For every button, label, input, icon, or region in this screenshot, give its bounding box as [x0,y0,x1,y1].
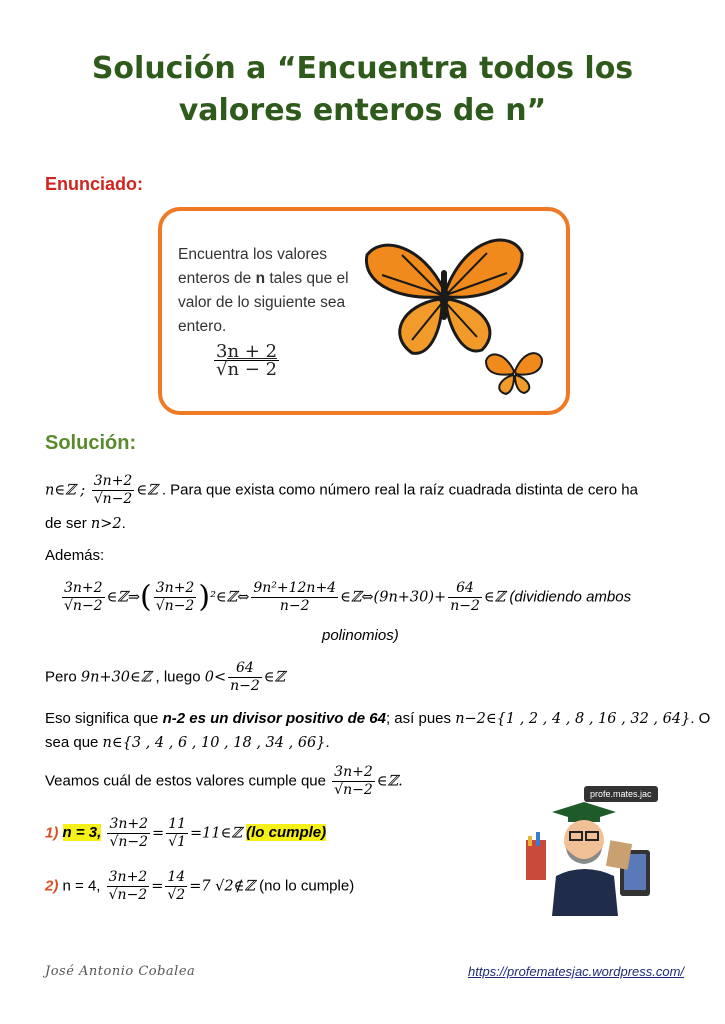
line-divisores: Eso significa que n-2 es un divisor positivo de 64; así pues n−2∈{1 , 2 , 4 , 8 , 16 , 32 , 64}. O [45,710,711,727]
case-n4: 2) n = 4, $\frac{3n+2}{√n-2}$ = $\frac{14}{√2}$ =7 √2∉ℤ (no lo cumple) [45,869,355,903]
statement-text: Encuentra los valores enteros de n tales que el valor de lo siguiente sea entero. [178,246,349,335]
footer-author: José Antonio Cobalea [45,964,196,979]
footer-link[interactable]: https://profematesjac.wordpress.com/ [468,964,685,979]
note-polinomios: polinomios) [322,627,399,644]
avatar-illustration-icon [522,800,662,916]
line-pero: Pero 9n+30∈ℤ , luego 0< $\frac{64}{n-2}$ ∈ℤ [45,660,286,694]
teacher-avatar [522,786,662,916]
butterfly-small-icon [484,346,544,396]
enunciado-label: Enunciado: [45,174,143,194]
avatar-sign: profe.mates.jac [584,786,658,802]
line-equivalence: $\frac{3n+2}{√n-2}$ ∈ℤ⇒( $\frac{3n+2}{√n-2}$ )²∈ℤ⇔ $\frac{\text{9n²+12n+4}}{n-2}$ ∈ℤ⇔(9n+30)+ $\frac{64}{n-2}$ ∈ℤ (dividiendo ambos [64,579,632,615]
page-title: Solución a “Encuentra todos los valores enteros de n” [91,51,634,128]
line-veamos: Veamos cuál de estos valores cumple que $\frac{3n+2}{√n-2}$ ∈ℤ. [45,764,403,798]
line-domain-2: de ser n>2. [45,515,126,532]
line-domain: n∈ℤ ; $\frac{3n+2}{√n-2}$ ∈ℤ . Para que exista como número real la raíz cuadrada distinta de cero ha [45,473,638,507]
solucion-label: Solución: [45,432,137,454]
ademas-label: Además: [45,547,105,564]
butterfly-large-icon [362,225,527,360]
statement-card [158,207,570,415]
case-n3: 1) n = 3, $\frac{3n+2}{√n-2}$ = $\frac{11}{√1}$ =11∈ℤ (lo cumple) [45,816,327,850]
line-valores-n: sea que n∈{3 , 4 , 6 , 10 , 18 , 34 , 66}. [45,734,330,751]
statement-fraction: $\frac{3n + 2}{√n - 2}$ [216,341,278,380]
